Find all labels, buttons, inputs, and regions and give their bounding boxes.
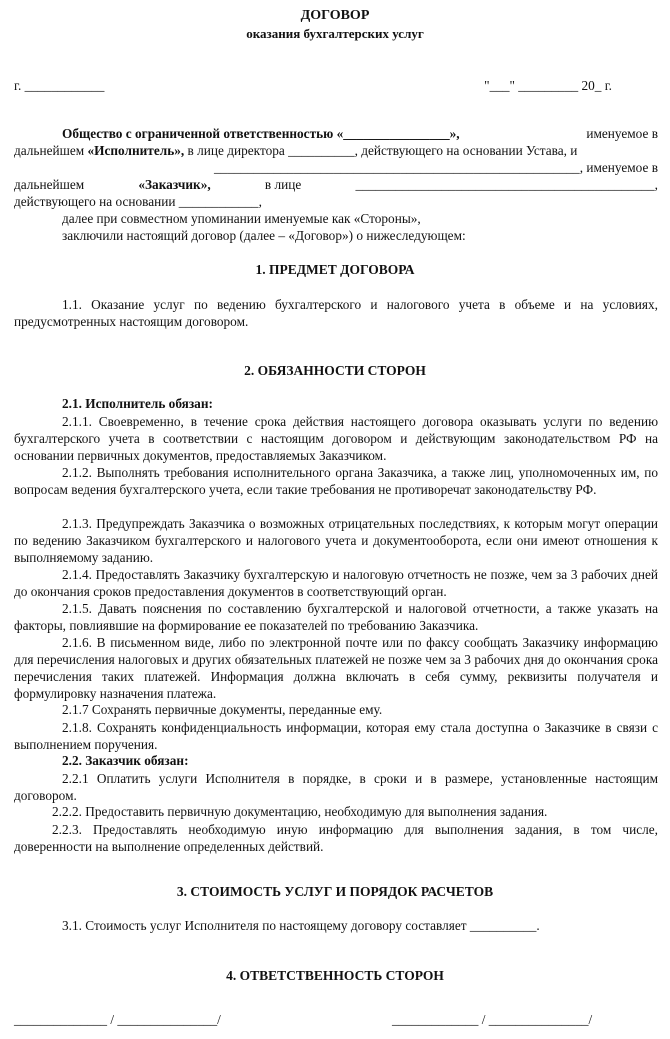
customer-role: «Заказчик»,	[138, 177, 211, 192]
section-4-heading: 4. ОТВЕТСТВЕННОСТЬ СТОРОН	[226, 968, 444, 983]
preamble-line-5: действующего на основании ____________,	[14, 194, 262, 209]
preamble-text: в лице директора __________, действующего на основании Устава, и	[184, 143, 578, 158]
preamble-text: именуемое в	[586, 126, 658, 141]
clause-2-1-4: 2.1.4. Предоставлять Заказчику бухгалтерскую и налоговую отчетность не позже, чем за 3 рабочих дней до окончания сроков предоставления документов в соответствующий орган.	[14, 567, 658, 599]
clause-2-1-7: 2.1.7 Сохранять первичные документы, переданные ему.	[62, 702, 383, 717]
preamble-line-7: заключили настоящий договор (далее – «Договор») о нижеследующем:	[62, 228, 466, 243]
preamble-line-2	[14, 143, 658, 159]
preamble-text: в лице	[264, 177, 302, 192]
preamble-text: дальнейшем	[14, 143, 88, 158]
clause-2-1-1: 2.1.1. Своевременно, в течение срока действия настоящего договора оказывать услуги по ведению бухгалтерского учета в соответствии с настоящим договором и действующим законодательством РФ на основании первичных документов, предоставляемых Заказчиком.	[14, 414, 658, 463]
clause-2-1-5: 2.1.5. Давать пояснения по составлению бухгалтерской и налоговой отчетности, а также указать на факторы, повлиявшие на формирование ее показателей по требованию Заказчика.	[14, 601, 658, 633]
preamble-line-3: _______________________________________________________, именуемое в	[214, 160, 658, 175]
section-1-heading: 1. ПРЕДМЕТ ДОГОВОРА	[255, 262, 415, 277]
preamble-text: дальнейшем	[14, 177, 85, 192]
clause-2-2-2: 2.2.2. Предоставить первичную документацию, необходимую для выполнения задания.	[52, 804, 548, 819]
executor-role: «Исполнитель»,	[87, 143, 185, 158]
document-subtitle: оказания бухгалтерских услуг	[246, 26, 424, 41]
clause-2-2-1: 2.2.1 Оплатить услуги Исполнителя в порядке, в сроки и в размере, установленные настоящим договором.	[14, 771, 658, 803]
preamble-line-1	[62, 126, 658, 142]
date-field: "___" _________ 20_ г.	[484, 78, 612, 93]
section-2-heading: 2. ОБЯЗАННОСТИ СТОРОН	[244, 363, 426, 378]
subsection-2-1: 2.1. Исполнитель обязан:	[62, 396, 213, 411]
preamble-line-6: далее при совместном упоминании именуемые как «Стороны»,	[62, 211, 421, 226]
clause-2-1-3: 2.1.3. Предупреждать Заказчика о возможных отрицательных последствиях, к которым могут операции по ведению Заказчиком бухгалтерского и налогового учета и документооборота, если они имеют отношения к выполняемому заданию.	[14, 516, 658, 565]
clause-2-1-8: 2.1.8. Сохранять конфиденциальность информации, которая ему стала доступна о Заказчике в связи с выполнением поручения.	[14, 720, 658, 752]
clause-2-1-6: 2.1.6. В письменном виде, либо по электронной почте или по факсу сообщать Заказчику информацию для перечисления налоговых и других обязательных платежей не позже чем за 3 рабочих дня до окончания срока перечисления таких платежей. Информация должна включать в себя сумму, реквизиты получателя и формулировку назначения платежа.	[14, 635, 658, 701]
section-3-heading: 3. СТОИМОСТЬ УСЛУГ И ПОРЯДОК РАСЧЕТОВ	[176, 884, 494, 899]
clause-3-1: 3.1. Стоимость услуг Исполнителя по настоящему договору составляет __________.	[62, 918, 540, 933]
preamble-text: _____________________________________________,	[355, 177, 658, 192]
clause-2-1-2: 2.1.2. Выполнять требования исполнительного органа Заказчика, а также лиц, уполномоченных им, по вопросам ведения бухгалтерского учета, если такие требования не противоречат законодательству РФ.	[14, 465, 658, 497]
document-title: ДОГОВОР	[300, 8, 370, 23]
signature-executor: ______________ / _______________/	[14, 1012, 221, 1027]
clause-2-2-3: 2.2.3. Предоставлять необходимую иную информацию для выполнения задания, в том числе, доверенности на выполнение определенных действий.	[14, 822, 658, 854]
preamble-line-4	[14, 177, 658, 193]
clause-1-1: 1.1. Оказание услуг по ведению бухгалтерского и налогового учета в объеме и на условиях, предусмотренных настоящим договором.	[14, 297, 658, 329]
executor-company: Общество с ограниченной ответственностью «________________»,	[62, 126, 460, 141]
signature-customer: _____________ / _______________/	[392, 1012, 593, 1027]
subsection-2-2: 2.2. Заказчик обязан:	[62, 753, 189, 768]
place-field: г. ____________	[14, 78, 105, 93]
